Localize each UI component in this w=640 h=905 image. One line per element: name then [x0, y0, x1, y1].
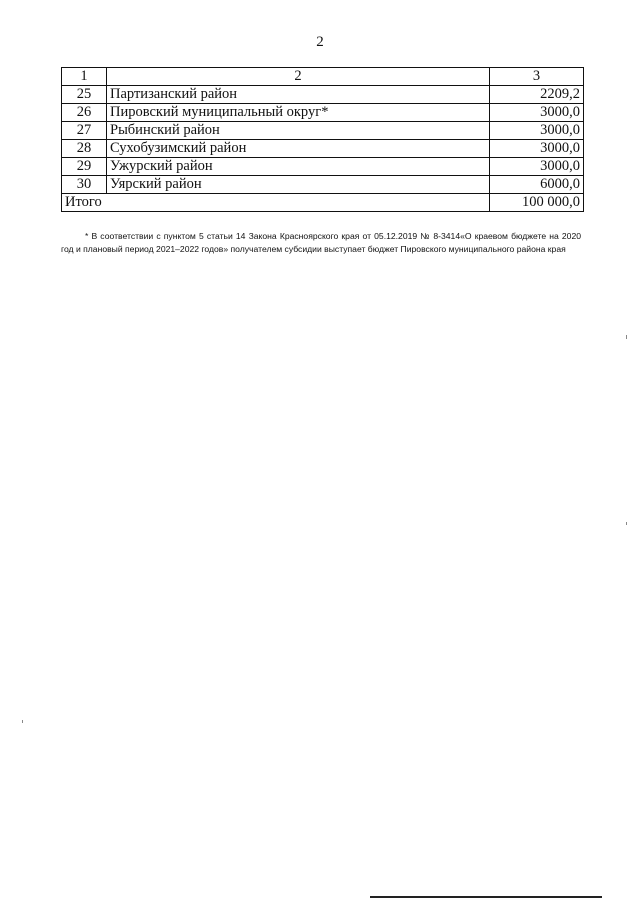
row-amount: 3000,0 [490, 158, 584, 176]
total-amount: 100 000,0 [490, 194, 584, 212]
table-row [62, 176, 584, 194]
row-amount: 3000,0 [490, 104, 584, 122]
scan-speck [22, 720, 23, 723]
table-header-row [62, 68, 584, 86]
row-number: 28 [62, 140, 107, 158]
header-cell-name: 2 [107, 68, 490, 86]
row-district: Ужурский район [107, 158, 490, 176]
table-row [62, 140, 584, 158]
page-number: 2 [316, 34, 324, 50]
subsidy-table [61, 67, 584, 212]
row-number: 26 [62, 104, 107, 122]
table-row [62, 86, 584, 104]
row-number: 29 [62, 158, 107, 176]
row-district: Партизанский район [107, 86, 490, 104]
row-district: Пировский муниципальный округ* [107, 104, 490, 122]
row-district: Сухобузимский район [107, 140, 490, 158]
row-amount: 3000,0 [490, 140, 584, 158]
row-amount: 6000,0 [490, 176, 584, 194]
row-amount: 3000,0 [490, 122, 584, 140]
row-number: 30 [62, 176, 107, 194]
scan-speck [626, 522, 627, 525]
table-row [62, 122, 584, 140]
row-district: Уярский район [107, 176, 490, 194]
bottom-rule [370, 896, 602, 898]
header-cell-value: 3 [490, 68, 584, 86]
scan-speck [626, 335, 627, 339]
table-row [62, 158, 584, 176]
row-district: Рыбинский район [107, 122, 490, 140]
table-total-row [62, 194, 584, 212]
row-amount: 2209,2 [490, 86, 584, 104]
table-row [62, 104, 584, 122]
row-number: 27 [62, 122, 107, 140]
footnote [61, 230, 581, 256]
header-cell-number: 1 [62, 68, 107, 86]
footnote-text: * В соответствии с пунктом 5 статьи 14 Закона Красноярского края от 05.12.2019 № 8-3414«О краевом бюджете на 2020 год и плановый период 2021–2022 годов» получателем субсидии выступает бюджет Пировского муниципального района края [61, 231, 581, 254]
row-number: 25 [62, 86, 107, 104]
total-label: Итого [62, 194, 490, 212]
